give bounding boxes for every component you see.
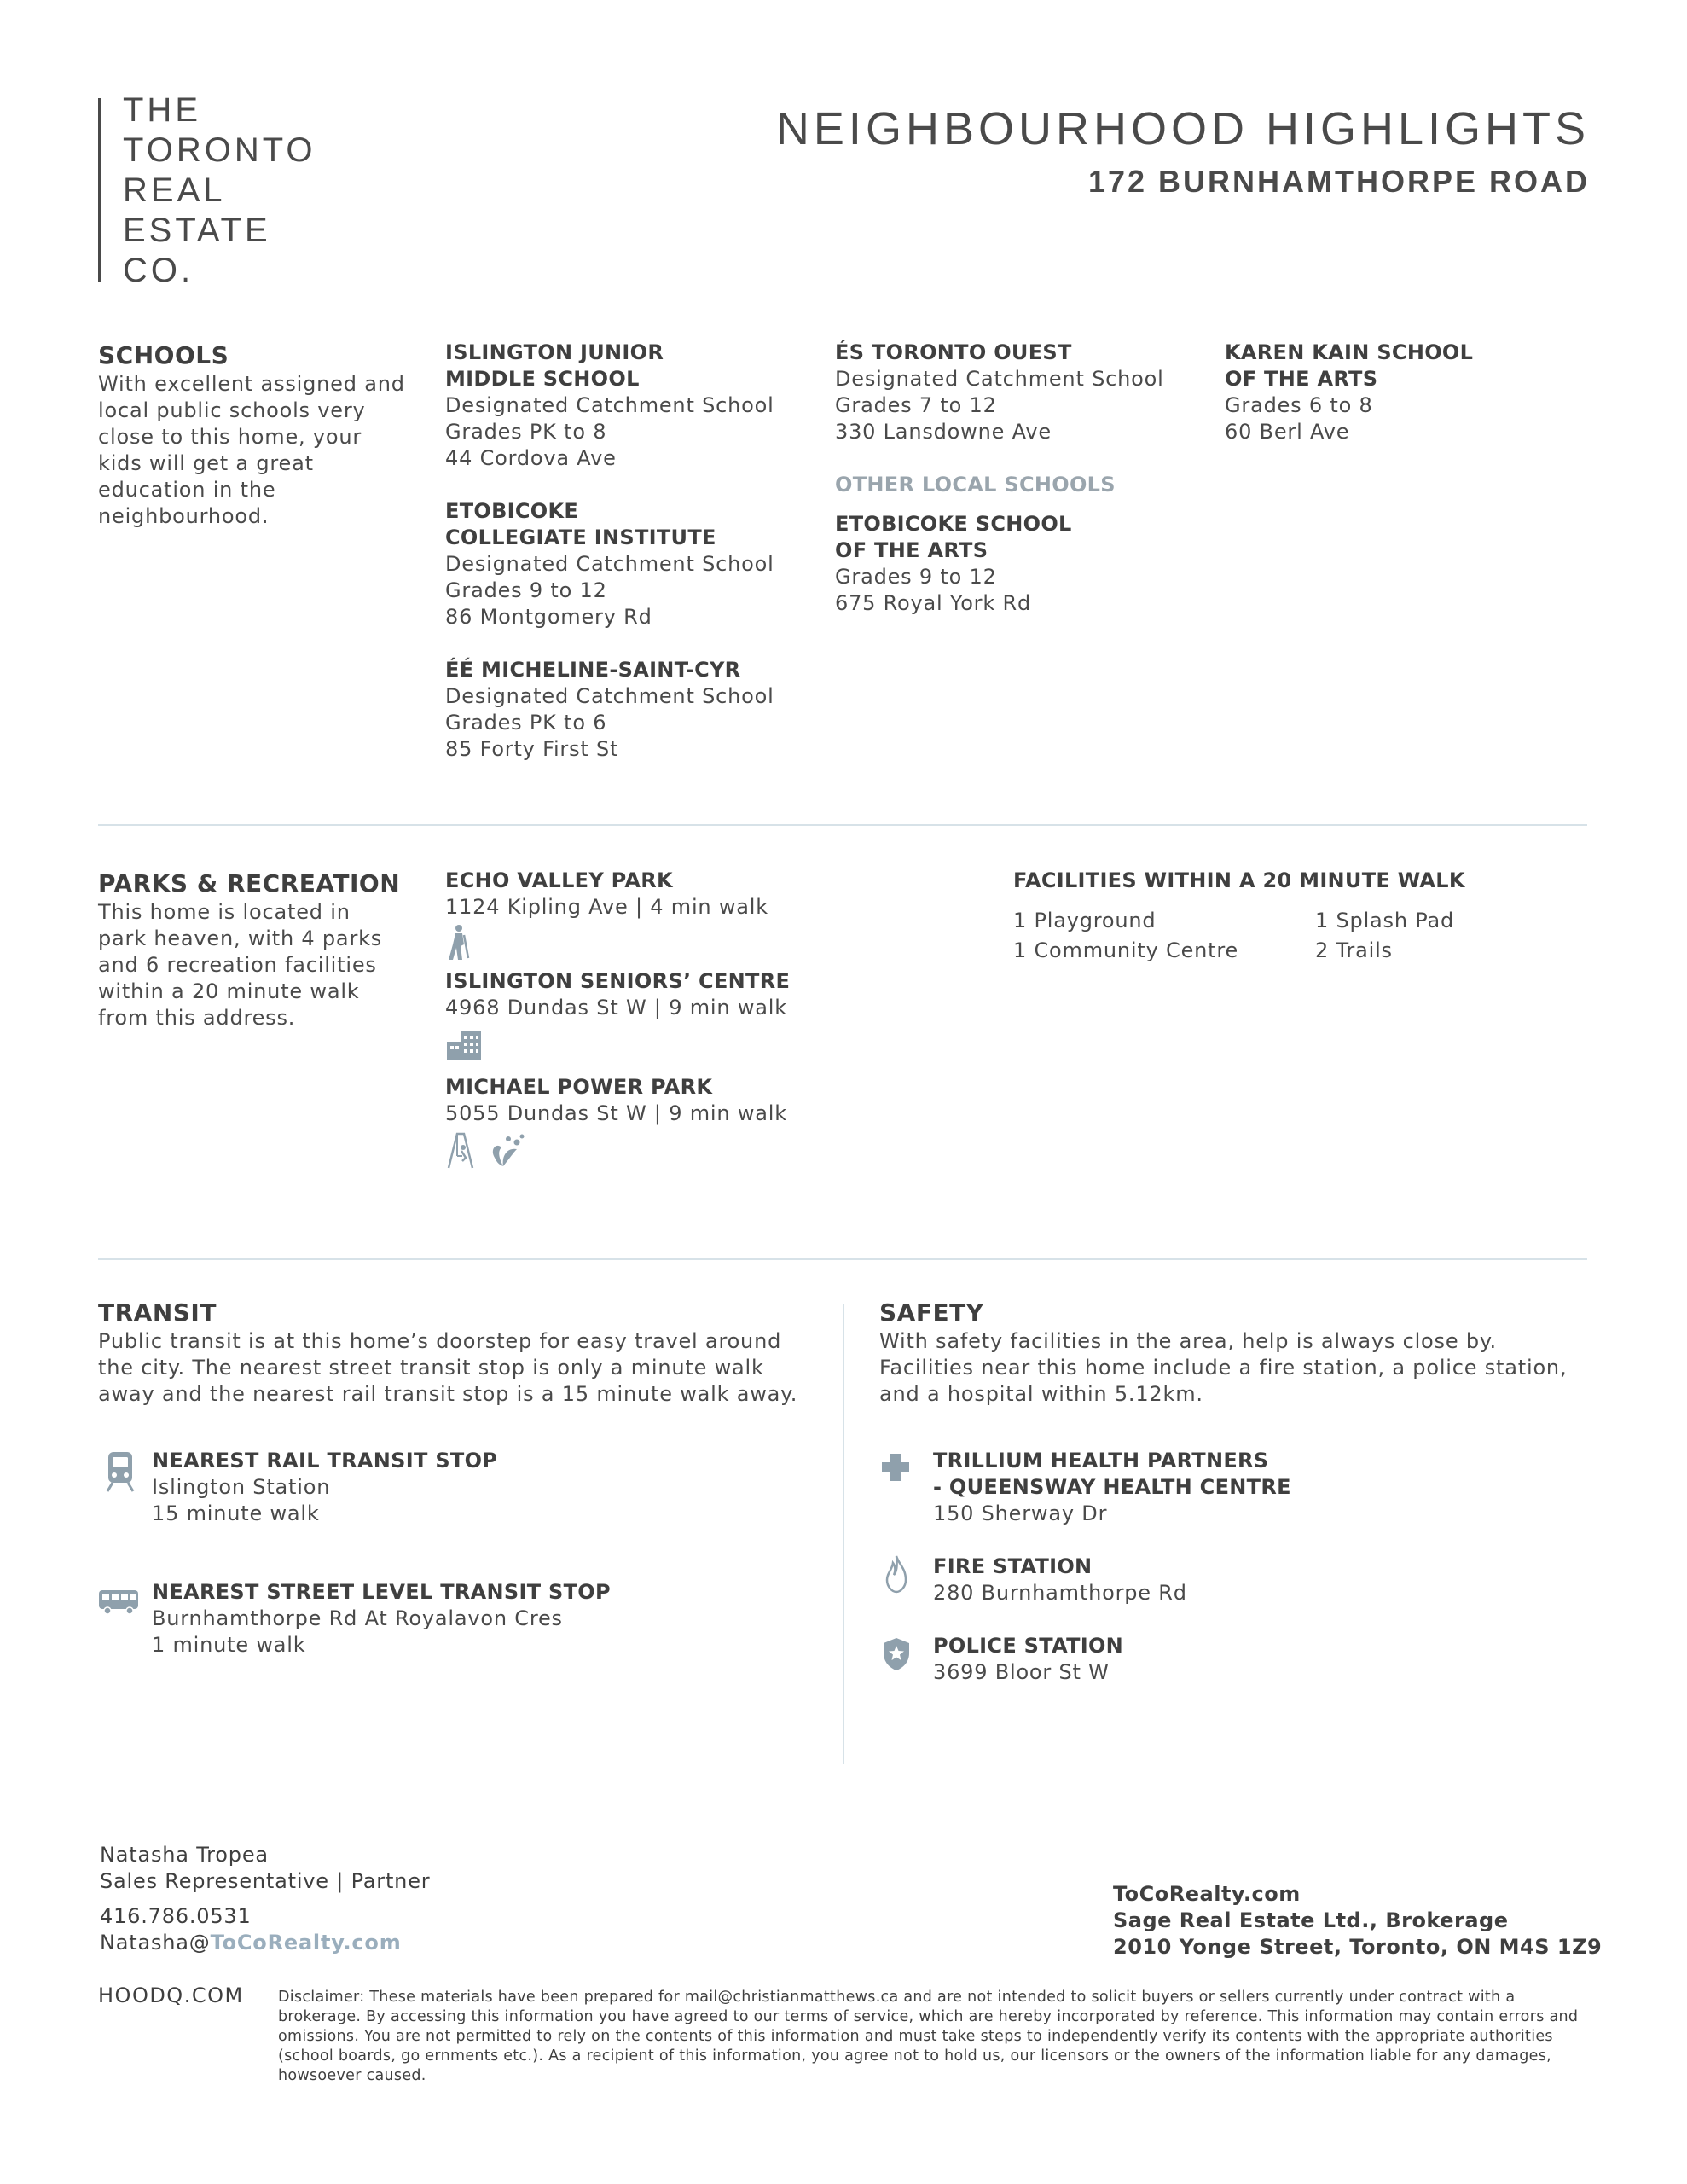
park-item: [445, 868, 838, 967]
email-domain: ToCoRealty.com: [210, 1931, 402, 1955]
page-title: NEIGHBOURHOOD HIGHLIGHTS: [775, 103, 1590, 154]
school-address: 60 Berl Ave: [1225, 420, 1350, 444]
school-grades: Grades PK to 6: [445, 711, 607, 735]
brokerage-name: Sage Real Estate Ltd., Brokerage: [1113, 1908, 1509, 1932]
school-grades: Grades 6 to 8: [1225, 393, 1373, 417]
hospital-icon: [880, 1452, 911, 1483]
property-address: 172 BURNHAMTHORPE ROAD: [1087, 164, 1590, 199]
school-type: Designated Catchment School: [835, 367, 1164, 391]
logo-line: TORONTO: [123, 131, 316, 169]
community-centre-icon: [445, 1030, 484, 1062]
park-name: ISLINGTON SENIORS’ CENTRE: [445, 969, 791, 993]
school-item: [445, 657, 774, 763]
park-amenities: [445, 921, 838, 967]
parks-intro: [98, 869, 405, 1031]
hospital-name: TRILLIUM HEALTH PARTNERS: [933, 1449, 1269, 1472]
park-detail: 1124 Kipling Ave | 4 min walk: [445, 895, 768, 919]
school-grades: Grades PK to 8: [445, 420, 607, 444]
email-user: Natasha@: [100, 1931, 211, 1955]
brokerage-website[interactable]: ToCoRealty.com: [1113, 1882, 1301, 1906]
school-grades: Grades 9 to 12: [445, 578, 607, 602]
facility-item: 2 Trails: [1315, 938, 1393, 962]
school-address: 85 Forty First St: [445, 737, 619, 761]
police-icon: [882, 1636, 911, 1672]
fire-icon: [885, 1554, 907, 1594]
school-item: [835, 340, 1164, 445]
bus-icon: [97, 1587, 140, 1616]
school-name: OF THE ARTS: [835, 538, 988, 562]
safety-intro: [879, 1298, 1587, 1408]
fire-station: [933, 1554, 1187, 1606]
police-station: [933, 1633, 1123, 1686]
street-walk: 1 minute walk: [152, 1633, 306, 1657]
other-schools-header: OTHER LOCAL SCHOOLS: [835, 473, 1116, 497]
school-grades: Grades 9 to 12: [835, 565, 997, 589]
park-name: MICHAEL POWER PARK: [445, 1075, 713, 1099]
schools-intro: [98, 341, 405, 530]
park-detail: 5055 Dundas St W | 9 min walk: [445, 1101, 787, 1125]
school-name: ETOBICOKE: [445, 499, 579, 523]
section-divider: [98, 824, 1587, 826]
park-amenities: [445, 1021, 838, 1072]
park-amenities: [445, 1127, 838, 1175]
street-title: NEAREST STREET LEVEL TRANSIT STOP: [152, 1580, 611, 1604]
park-detail: 4968 Dundas St W | 9 min walk: [445, 996, 787, 1019]
disclaimer: Disclaimer: These materials have been prepared for mail@christianmatthews.ca and are not intended to solicit buyers or sellers currently under contract with a brokerage. By accessing this information you have agreed to our terms of service, which are hereby incorporated by reference. This information may contain errors and omissions. You are not permitted to rely on the contents of this information and must take steps to independently verify its contents with the appropriate authorities (school boards, go ernments etc.). As a recipient of this information, you agree not to hold us, our licensors or the owners of the information liable for any damages, howsoever caused.: [278, 1989, 1579, 2084]
brokerage-address: 2010 Yonge Street, Toronto, ON M4S 1Z9: [1113, 1935, 1603, 1959]
hiking-icon: [445, 924, 471, 961]
police-station-address: 3699 Bloor St W: [933, 1660, 1110, 1684]
hospital: [933, 1448, 1291, 1527]
school-type: Designated Catchment School: [445, 552, 774, 576]
agent-phone[interactable]: 416.786.0531: [100, 1904, 252, 1928]
school-name: ISLINGTON JUNIOR: [445, 340, 664, 364]
facility-item: 1 Splash Pad: [1315, 909, 1455, 932]
school-item: [445, 340, 774, 472]
schools-description: With excellent assigned and local public schools very close to this home, your kids will get a great education in the neighbourhood.: [98, 372, 405, 528]
logo-bar: [98, 98, 101, 282]
logo-line: REAL: [123, 171, 226, 209]
school-name: ÉÉ MICHELINE-SAINT-CYR: [445, 658, 741, 682]
park-name: ECHO VALLEY PARK: [445, 868, 673, 892]
schools-col3: [1225, 340, 1473, 445]
hospital-name: - QUEENSWAY HEALTH CENTRE: [933, 1475, 1291, 1499]
rail-walk: 15 minute walk: [152, 1502, 320, 1525]
transit-description: Public transit is at this home’s doorstep for easy travel around the city. The nearest street transit stop is only a minute walk away and the nearest rail transit stop is a 15 minute walk away.: [98, 1329, 798, 1406]
park-item: [445, 968, 838, 1072]
rail-transit: [152, 1448, 497, 1527]
street-stop: Burnhamthorpe Rd At Royalavon Cres: [152, 1606, 563, 1630]
schools-col1: [445, 340, 774, 763]
fire-station-address: 280 Burnhamthorpe Rd: [933, 1581, 1187, 1605]
school-address: 44 Cordova Ave: [445, 446, 617, 470]
facilities-title: FACILITIES WITHIN A 20 MINUTE WALK: [1013, 868, 1465, 892]
logo-line: CO.: [123, 252, 194, 289]
school-address: 675 Royal York Rd: [835, 591, 1031, 615]
agent-name: Natasha Tropea: [100, 1843, 269, 1867]
parks-title: PARKS & RECREATION: [98, 869, 401, 897]
school-item: [1225, 340, 1473, 445]
fire-station-name: FIRE STATION: [933, 1554, 1093, 1578]
school-address: 330 Lansdowne Ave: [835, 420, 1052, 444]
school-address: 86 Montgomery Rd: [445, 605, 652, 629]
logo-line: THE: [123, 91, 201, 129]
parks-description: This home is located in park heaven, with 4 parks and 6 recreation facilities within a 20 minute walk from this address.: [98, 900, 383, 1030]
school-type: Designated Catchment School: [445, 684, 774, 708]
school-name: MIDDLE SCHOOL: [445, 367, 640, 391]
splash-pad-icon: [488, 1132, 527, 1170]
schools-col2: [835, 340, 1164, 617]
rail-station: Islington Station: [152, 1475, 331, 1499]
school-name: ETOBICOKE SCHOOL: [835, 512, 1072, 536]
logo-line: ESTATE: [123, 212, 271, 249]
facility-item: 1 Playground: [1013, 909, 1157, 932]
school-item: [445, 498, 774, 630]
school-name: KAREN KAIN SCHOOL: [1225, 340, 1474, 364]
facilities: [1013, 868, 1486, 964]
agent-email[interactable]: [100, 1930, 430, 1956]
transit-intro: [98, 1298, 806, 1408]
safety-description: With safety facilities in the area, help is always close by. Facilities near this home include a fire station, a police station, and a hospital within 5.12km.: [879, 1329, 1568, 1406]
brokerage-info: [1113, 1881, 1602, 1960]
park-item: [445, 1074, 838, 1175]
schools-title: SCHOOLS: [98, 341, 229, 369]
playground-icon: [445, 1132, 476, 1170]
parks-list: [445, 868, 838, 1175]
train-icon: [106, 1450, 135, 1493]
section-vdivider: [843, 1304, 844, 1764]
facilities-list: [1013, 908, 1486, 964]
school-name: ÉS TORONTO OUEST: [835, 340, 1072, 364]
transit-title: TRANSIT: [98, 1298, 217, 1327]
school-name: OF THE ARTS: [1225, 367, 1378, 391]
section-divider: [98, 1258, 1587, 1260]
safety-title: SAFETY: [879, 1298, 984, 1327]
street-transit: [152, 1579, 611, 1658]
school-grades: Grades 7 to 12: [835, 393, 997, 417]
agent-title: Sales Representative | Partner: [100, 1869, 431, 1893]
police-station-name: POLICE STATION: [933, 1634, 1124, 1658]
hoodq-link[interactable]: HOODQ.COM: [98, 1984, 244, 2007]
facility-item: 1 Community Centre: [1013, 938, 1239, 962]
logo: [123, 90, 316, 291]
school-name: COLLEGIATE INSTITUTE: [445, 526, 716, 549]
agent-info: [100, 1842, 430, 1956]
school-type: Designated Catchment School: [445, 393, 774, 417]
school-item: [835, 511, 1164, 617]
hospital-address: 150 Sherway Dr: [933, 1502, 1108, 1525]
rail-title: NEAREST RAIL TRANSIT STOP: [152, 1449, 498, 1472]
